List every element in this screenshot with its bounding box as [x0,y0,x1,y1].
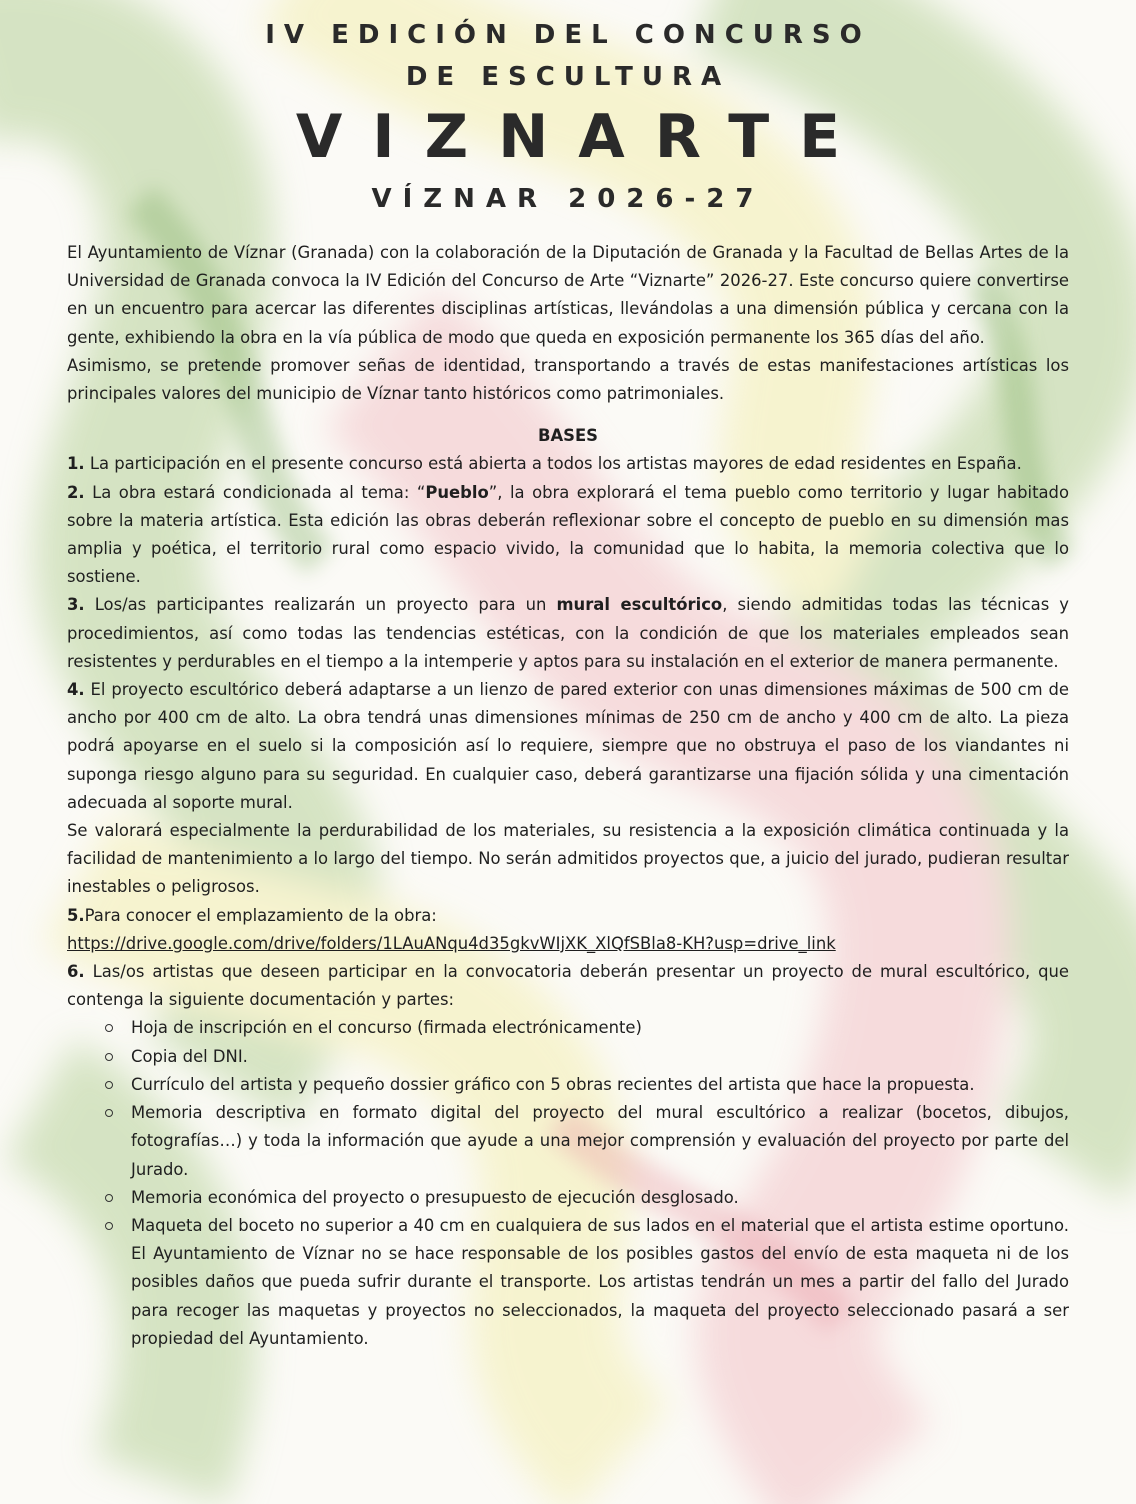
base-item-3 [67,591,1069,676]
list-item: Memoria económica del proyecto o presupuesto de ejecución desglosado. [131,1184,1069,1212]
title-line-edition: IV EDICIÓN DEL CONCURSO [265,20,871,50]
title-line-sculpture: DE ESCULTURA [405,62,731,92]
mural-keyword: mural escultórico [556,595,723,615]
base-item-5 [67,902,1069,930]
list-item: Currículo del artista y pequeño dossier gráfico con 5 obras recientes del artista que hace la propuesta. [131,1071,1069,1099]
base-text: Los/as participantes realizarán un proyecto para un [84,595,557,615]
document-body [67,239,1069,1353]
list-item: Copia del DNI. [131,1043,1069,1071]
bases-heading: BASES [538,426,598,446]
base-text: , siendo admitidas todas las técnicas y procedimientos, así como todas las tendencias estéticas, con la condición de que los materiales empleados sean resistentes y perdurables en el tiempo a la intemperie y aptos para su instalación en el exterior de manera permanente. [67,595,1069,671]
base-number: 1. [67,454,85,474]
base-text: La participación en el presente concurso está abierta a todos los artistas mayores de edad residentes en España. [84,454,1022,474]
base-text: El proyecto escultórico deberá adaptarse a un lienzo de pared exterior con unas dimensiones máximas de 500 cm de ancho por 400 cm de alto. La obra tendrá unas dimensiones mínimas de 250 cm de ancho y 400 cm de alto. La pieza podrá apoyarse en el suelo si la composición así lo requiere, siempre que no obstruya el paso de los viandantes ni suponga riesgo alguno para su seguridad. En cualquier caso, deberá garantizarse una fijación sólida y una cimentación adecuada al soporte mural. [67,680,1069,812]
base-item-6 [67,958,1069,1014]
base-text: Las/os artistas que deseen participar en la convocatoria deberán presentar un proyecto de mural escultórico, que contenga la siguiente documentación y partes: [67,962,1069,1010]
base-item-1 [67,450,1069,478]
base-text: La obra estará condicionada al tema: “ [84,482,426,502]
title-place-year: VÍZNAR 2026-27 [371,184,765,214]
location-drive-link[interactable]: https://drive.google.com/drive/folders/1LAuANqu4d35gkvWIjXK_XlQfSBla8-KH?usp=drive_link [67,933,836,953]
base-number: 5. [67,905,85,925]
intro-paragraph-2: Asimismo, se pretende promover señas de identidad, transportando a través de estas manifestaciones artísticas los principales valores del municipio de Víznar tanto históricos como patrimoniales. [67,355,1069,404]
base-number: 2. [67,482,85,502]
location-link-line [67,930,1069,958]
intro-paragraph-1: El Ayuntamiento de Víznar (Granada) con la colaboración de la Diputación de Granada y la Facultad de Bellas Artes de la Universidad de Granada convoca la IV Edición del Concurso de Arte “Viznarte” 2026-27. Este concurso quiere convertirse en un encuentro para acercar las diferentes disciplinas artísticas, llevándolas a una dimensión pública y cercana con la gente, exhibiendo la obra en la vía pública de modo que queda en exposición permanente los 365 días del año. [67,243,1069,347]
base-text: ”, la obra explorará el tema pueblo como territorio y lugar habitado sobre la materia artística. Esta edición las obras deberán reflexionar sobre el concepto de pueblo en su dimensión mas amplia y poética, el territorio rural como espacio vivido, la comunidad que lo habita, la memoria colectiva que lo sostiene. [67,482,1069,587]
base-item-4-extra: Se valorará especialmente la perdurabilidad de los materiales, su resistencia a la exposición climática continuada y la facilidad de mantenimiento a lo largo del tiempo. No serán admitidos proyectos que, a juicio del jurado, pudieran resultar inestables o peligrosos. [67,821,1069,897]
title-viznarte: VIZNARTE [295,102,871,172]
base-number: 3. [67,595,85,615]
list-item: Memoria descriptiva en formato digital del proyecto del mural escultórico a realizar (bocetos, dibujos, fotografías…) y toda la información que ayude a una mejor comprensión y evaluación del proyecto por parte del Jurado. [131,1099,1069,1184]
base-number: 6. [67,962,85,982]
base-number: 4. [67,680,85,700]
theme-keyword: Pueblo [425,482,489,502]
required-documents-list [67,1014,1069,1352]
list-item: Hoja de inscripción en el concurso (firmada electrónicamente) [131,1014,1069,1042]
list-item: Maqueta del boceto no superior a 40 cm en cualquiera de sus lados en el material que el artista estime oportuno. El Ayuntamiento de Víznar no se hace responsable de los posibles gastos del envío de esta maqueta ni de los posibles daños que pueda sufrir durante el transporte. Los artistas tendrán un mes a partir del fallo del Jurado para recoger las maquetas y proyectos no seleccionados, la maqueta del proyecto seleccionado pasará a ser propiedad del Ayuntamiento. [131,1212,1069,1353]
base-text: Para conocer el emplazamiento de la obra: [84,905,437,925]
base-item-4 [67,676,1069,817]
base-item-2 [67,479,1069,592]
